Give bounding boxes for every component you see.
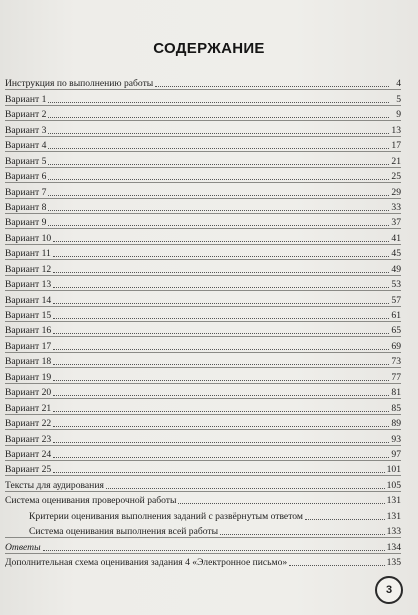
toc-entry-title: Вариант 1 xyxy=(5,93,47,105)
toc-entry-title: Вариант 9 xyxy=(5,217,47,229)
toc-entry-title: Вариант 16 xyxy=(5,325,52,337)
toc-entry-page: 101 xyxy=(386,464,401,476)
dot-leader xyxy=(48,116,389,118)
dot-leader xyxy=(53,410,389,412)
toc-entry xyxy=(5,537,401,552)
toc-entry xyxy=(5,383,401,398)
toc-entry-page: 45 xyxy=(391,248,401,260)
dot-leader xyxy=(53,271,389,273)
toc-entry xyxy=(5,306,401,321)
toc-entry-title: Вариант 5 xyxy=(5,155,47,167)
toc-entry-page: 134 xyxy=(386,541,401,553)
dot-leader xyxy=(53,363,389,365)
dot-leader xyxy=(305,518,385,520)
toc-entry xyxy=(5,398,401,413)
dot-leader xyxy=(48,224,389,226)
toc-entry-title: Ответы xyxy=(5,541,41,553)
toc-entry xyxy=(5,198,401,213)
dot-leader xyxy=(48,178,389,180)
toc-entry-title: Инструкция по выполнению работы xyxy=(5,78,154,90)
toc-entry-page: 25 xyxy=(391,171,401,183)
toc-entry-page: 57 xyxy=(391,294,401,306)
toc-entry-page: 77 xyxy=(391,371,401,383)
dot-leader xyxy=(48,209,389,211)
toc-entry xyxy=(5,553,401,568)
toc-entry-title: Вариант 6 xyxy=(5,171,47,183)
toc-entry-title: Вариант 10 xyxy=(5,232,52,244)
toc-entry xyxy=(5,275,401,290)
toc-entry-page: 5 xyxy=(396,93,401,105)
toc-entry-title: Вариант 24 xyxy=(5,448,52,460)
toc-entry xyxy=(5,89,401,104)
dot-leader xyxy=(155,85,389,87)
dot-leader xyxy=(48,194,389,196)
toc-entry-title: Дополнительная схема оценивания задания 4 «Электронное письмо» xyxy=(5,557,288,568)
toc-entry xyxy=(5,259,401,274)
dot-leader xyxy=(220,533,385,535)
toc-entry-title: Вариант 20 xyxy=(5,387,52,399)
toc-entry-title: Критерии оценивания выполнения заданий с развёрнутым ответом xyxy=(29,510,303,522)
dot-leader xyxy=(53,302,389,304)
toc-entry-page: 131 xyxy=(386,510,401,522)
toc-entry-title: Тексты для аудирования xyxy=(5,479,104,491)
toc-entry-title: Вариант 18 xyxy=(5,356,52,368)
toc-entry xyxy=(5,167,401,182)
dot-leader xyxy=(53,348,389,350)
dot-leader xyxy=(53,471,384,473)
toc-entry-title: Вариант 17 xyxy=(5,340,52,352)
toc-entry-page: 4 xyxy=(396,78,401,90)
dot-leader xyxy=(289,564,384,566)
toc-entry-title: Вариант 3 xyxy=(5,124,47,136)
dot-leader xyxy=(53,286,389,288)
toc-entry-page: 65 xyxy=(391,325,401,337)
toc-entry-page: 21 xyxy=(391,155,401,167)
toc-entry xyxy=(5,491,401,506)
dot-leader xyxy=(53,317,389,319)
page-number-badge: 3 xyxy=(375,576,403,604)
toc-entry xyxy=(5,336,401,351)
dot-leader xyxy=(53,441,389,443)
toc-entry xyxy=(5,414,401,429)
toc-entry-page: 85 xyxy=(391,402,401,414)
toc-entry xyxy=(5,522,401,537)
toc-entry xyxy=(5,244,401,259)
dot-leader xyxy=(53,255,389,257)
toc-entry-page: 131 xyxy=(386,495,401,507)
toc-entry-page: 33 xyxy=(391,201,401,213)
toc-entry-title: Вариант 2 xyxy=(5,109,47,121)
toc-entry-page: 41 xyxy=(391,232,401,244)
dot-leader xyxy=(48,147,389,149)
toc-entry-title: Вариант 19 xyxy=(5,371,52,383)
toc-entry-title: Вариант 12 xyxy=(5,263,52,275)
dot-leader xyxy=(43,549,385,551)
toc-entry xyxy=(5,74,401,89)
toc-entry xyxy=(5,352,401,367)
toc-entry xyxy=(5,228,401,243)
toc-entry-page: 133 xyxy=(386,526,401,538)
toc-entry-page: 29 xyxy=(391,186,401,198)
toc-entry-title: Вариант 13 xyxy=(5,279,52,291)
toc-entry xyxy=(5,151,401,166)
toc-entry xyxy=(5,105,401,120)
dot-leader xyxy=(48,101,389,103)
table-of-contents xyxy=(5,74,401,568)
toc-entry xyxy=(5,445,401,460)
toc-entry-title: Вариант 23 xyxy=(5,433,52,445)
toc-entry-page: 73 xyxy=(391,356,401,368)
toc-entry-title: Вариант 15 xyxy=(5,310,52,321)
toc-entry xyxy=(5,321,401,336)
toc-entry-title: Вариант 21 xyxy=(5,402,52,414)
toc-entry-page: 9 xyxy=(396,109,401,121)
toc-entry-page: 93 xyxy=(391,433,401,445)
toc-entry-page: 105 xyxy=(386,479,401,491)
toc-entry-title: Вариант 22 xyxy=(5,418,52,430)
toc-entry-page: 89 xyxy=(391,418,401,430)
toc-entry-title: Система оценивания выполнения всей работы xyxy=(29,526,219,538)
dot-leader xyxy=(53,425,389,427)
toc-entry-title: Вариант 11 xyxy=(5,248,51,260)
toc-entry xyxy=(5,182,401,197)
toc-entry-page: 61 xyxy=(391,310,401,321)
toc-entry-page: 135 xyxy=(386,557,401,568)
dot-leader xyxy=(53,240,389,242)
toc-entry xyxy=(5,429,401,444)
dot-leader xyxy=(178,502,384,504)
toc-entry xyxy=(5,120,401,135)
toc-entry xyxy=(5,290,401,305)
toc-entry-page: 97 xyxy=(391,448,401,460)
toc-entry-page: 49 xyxy=(391,263,401,275)
toc-entry xyxy=(5,460,401,475)
toc-entry xyxy=(5,213,401,228)
toc-entry xyxy=(5,367,401,382)
dot-leader xyxy=(48,132,389,134)
toc-entry xyxy=(5,475,401,490)
toc-entry-page: 53 xyxy=(391,279,401,291)
toc-entry-title: Вариант 8 xyxy=(5,201,47,213)
toc-entry-title: Вариант 4 xyxy=(5,140,47,152)
toc-entry-title: Вариант 7 xyxy=(5,186,47,198)
toc-entry-page: 13 xyxy=(391,124,401,136)
dot-leader xyxy=(48,163,389,165)
toc-entry-title: Вариант 25 xyxy=(5,464,52,476)
dot-leader xyxy=(53,394,389,396)
page-title: СОДЕРЖАНИЕ xyxy=(153,40,265,57)
toc-entry-page: 81 xyxy=(391,387,401,399)
dot-leader xyxy=(106,487,385,489)
toc-entry-title: Система оценивания проверочной работы xyxy=(5,495,177,507)
dot-leader xyxy=(53,456,389,458)
toc-entry xyxy=(5,506,401,521)
toc-entry-title: Вариант 14 xyxy=(5,294,52,306)
toc-entry-page: 37 xyxy=(391,217,401,229)
toc-entry xyxy=(5,136,401,151)
toc-entry-page: 17 xyxy=(391,140,401,152)
dot-leader xyxy=(53,379,389,381)
dot-leader xyxy=(53,332,389,334)
toc-entry-page: 69 xyxy=(391,340,401,352)
